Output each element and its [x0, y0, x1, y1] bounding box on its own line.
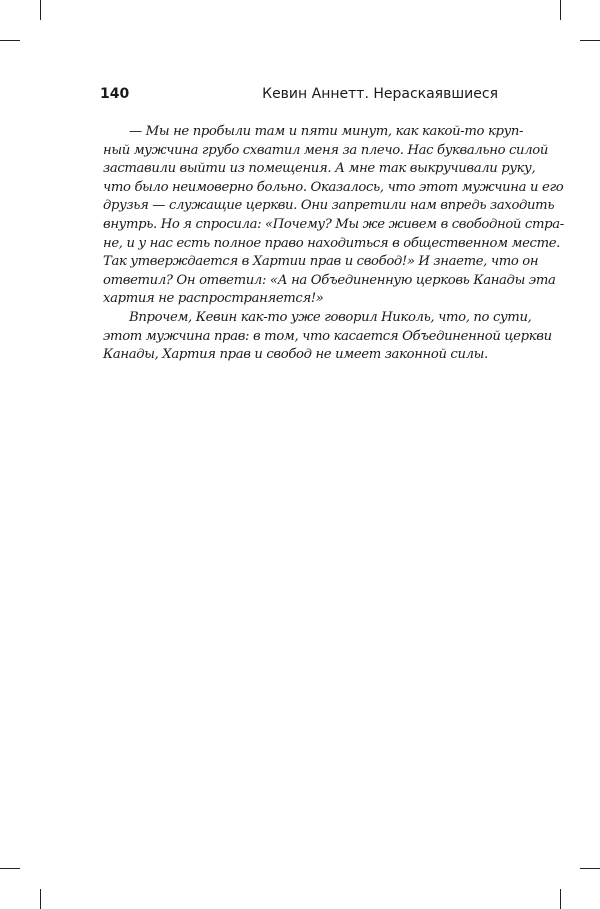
text-line: — Мы не пробыли там и пяти минут, как какой-то круп-	[129, 124, 524, 139]
text-line: внутрь. Но я спросила: «Почему? Мы же живем в свободной стра-	[103, 216, 564, 232]
running-header	[100, 86, 498, 106]
text-line: ответил? Он ответил: «А на Объединенную церковь Канады эта	[103, 272, 556, 288]
crop-mark	[0, 868, 20, 869]
text-line: Так утверждается в Хартии прав и свобод!» И знаете, что он	[103, 254, 539, 270]
crop-mark	[560, 0, 561, 20]
text-line: друзья — служащие церкви. Они запретили нам впредь заходить	[103, 198, 555, 214]
text-line: Канады, Хартия прав и свобод не имеет законной силы.	[103, 347, 488, 363]
crop-mark	[560, 889, 561, 909]
text-line: хартия не распространяется!»	[103, 291, 324, 307]
text-line: ный мужчина грубо схватил меня за плечо. Нас буквально силой	[103, 142, 548, 158]
text-line: Впрочем, Кевин как-то уже говорил Николь, что, по сути,	[129, 309, 532, 325]
text-line: заставили выйти из помещения. А мне так выкручивали руку,	[103, 161, 536, 177]
crop-mark	[0, 40, 20, 41]
text-line: не, и у нас есть полное право находиться в общественном месте.	[103, 235, 561, 251]
crop-mark	[40, 0, 41, 20]
text-line: что было неимоверно больно. Оказалось, что этот мужчина и его	[103, 179, 564, 195]
crop-mark	[580, 40, 600, 41]
page-number: 140	[100, 86, 130, 102]
text-line: этот мужчина прав: в том, что касается Объединенной церкви	[103, 328, 552, 344]
body-text	[103, 123, 564, 365]
crop-mark	[40, 889, 41, 909]
running-title: Кевин Аннетт. Нераскаявшиеся	[262, 86, 498, 102]
crop-mark	[580, 868, 600, 869]
